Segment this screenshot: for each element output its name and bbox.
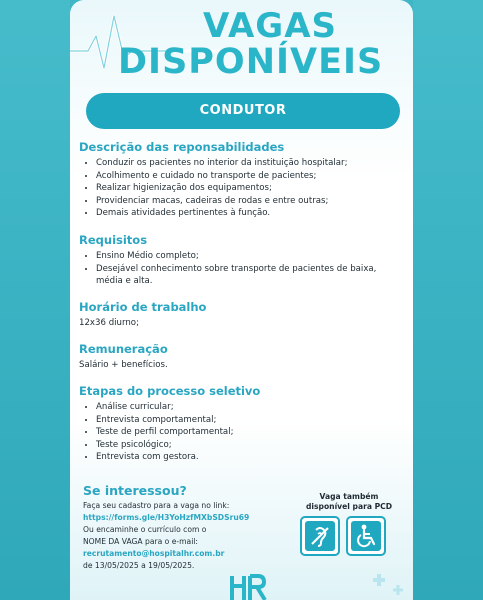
apply-text: Ou encaminhe o currículo com o <box>83 525 207 534</box>
apply-title: Se interessou? <box>83 483 187 498</box>
list-item: • Entrevista comportamental; <box>96 414 409 427</box>
email-link[interactable]: recrutamento@hospitalhr.com.br <box>83 549 225 558</box>
apply-text: Faça seu cadastro para a vaga no link: <box>83 501 230 510</box>
list-item: • Acolhimento e cuidado no transporte de pacientes; <box>96 170 409 183</box>
decorative-plus-icon <box>323 560 413 600</box>
list-item: • Demais atividades pertinentes à função. <box>96 207 409 220</box>
list-item: • Teste psicológico; <box>96 439 409 452</box>
background-left <box>0 0 70 600</box>
list-item: • Desejável conhecimento sobre transporte de pacientes de baixa, média e alta. <box>96 263 396 288</box>
apply-text: NOME DA VAGA para o e-mail: <box>83 537 198 546</box>
steps-list <box>79 401 409 464</box>
responsibilities-list <box>79 157 409 220</box>
pcd-label-line: Vaga também <box>319 492 379 501</box>
requirements-section <box>79 233 409 288</box>
list-item: • Análise curricular; <box>96 401 409 414</box>
apply-dates: de 13/05/2025 a 19/05/2025. <box>83 561 195 570</box>
job-card <box>70 0 413 600</box>
background-right <box>413 0 483 600</box>
logo-hr <box>228 572 268 600</box>
schedule-text: 12x36 diurno; <box>79 318 139 328</box>
steps-title: Etapas do processo seletivo <box>79 384 261 398</box>
responsibilities-title: Descrição das reponsabilidades <box>79 140 285 154</box>
pcd-label <box>294 492 404 512</box>
title-disponiveis: DISPONÍVEIS <box>118 42 384 82</box>
list-item: • Teste de perfil comportamental; <box>96 426 409 439</box>
title-vagas: VAGAS <box>202 6 338 46</box>
salary-title: Remuneração <box>79 342 168 356</box>
list-item: • Realizar higienização dos equipamentos; <box>96 182 409 195</box>
apply-section <box>83 483 288 572</box>
requirements-title: Requisitos <box>79 233 148 247</box>
salary-text: Salário + benefícios. <box>79 360 168 370</box>
schedule-title: Horário de trabalho <box>79 300 207 314</box>
role-banner: CONDUTOR <box>86 93 400 129</box>
list-item: • Providenciar macas, cadeiras de rodas e entre outras; <box>96 195 409 208</box>
form-link[interactable]: https://forms.gle/H3YoHzfMXbSDSru69 <box>83 513 250 522</box>
pcd-label-line: disponível para PCD <box>305 502 393 511</box>
list-item: • Entrevista com gestora. <box>96 451 409 464</box>
wheelchair-icon <box>346 516 386 556</box>
list-item: • Ensino Médio completo; <box>96 250 396 263</box>
list-item: • Conduzir os pacientes no interior da instituição hospitalar; <box>96 157 409 170</box>
schedule-section <box>79 300 409 330</box>
requirements-list <box>79 250 396 288</box>
salary-section <box>79 342 409 372</box>
responsibilities-section <box>79 140 409 220</box>
steps-section <box>79 384 409 464</box>
hearing-impairment-icon <box>300 516 340 556</box>
